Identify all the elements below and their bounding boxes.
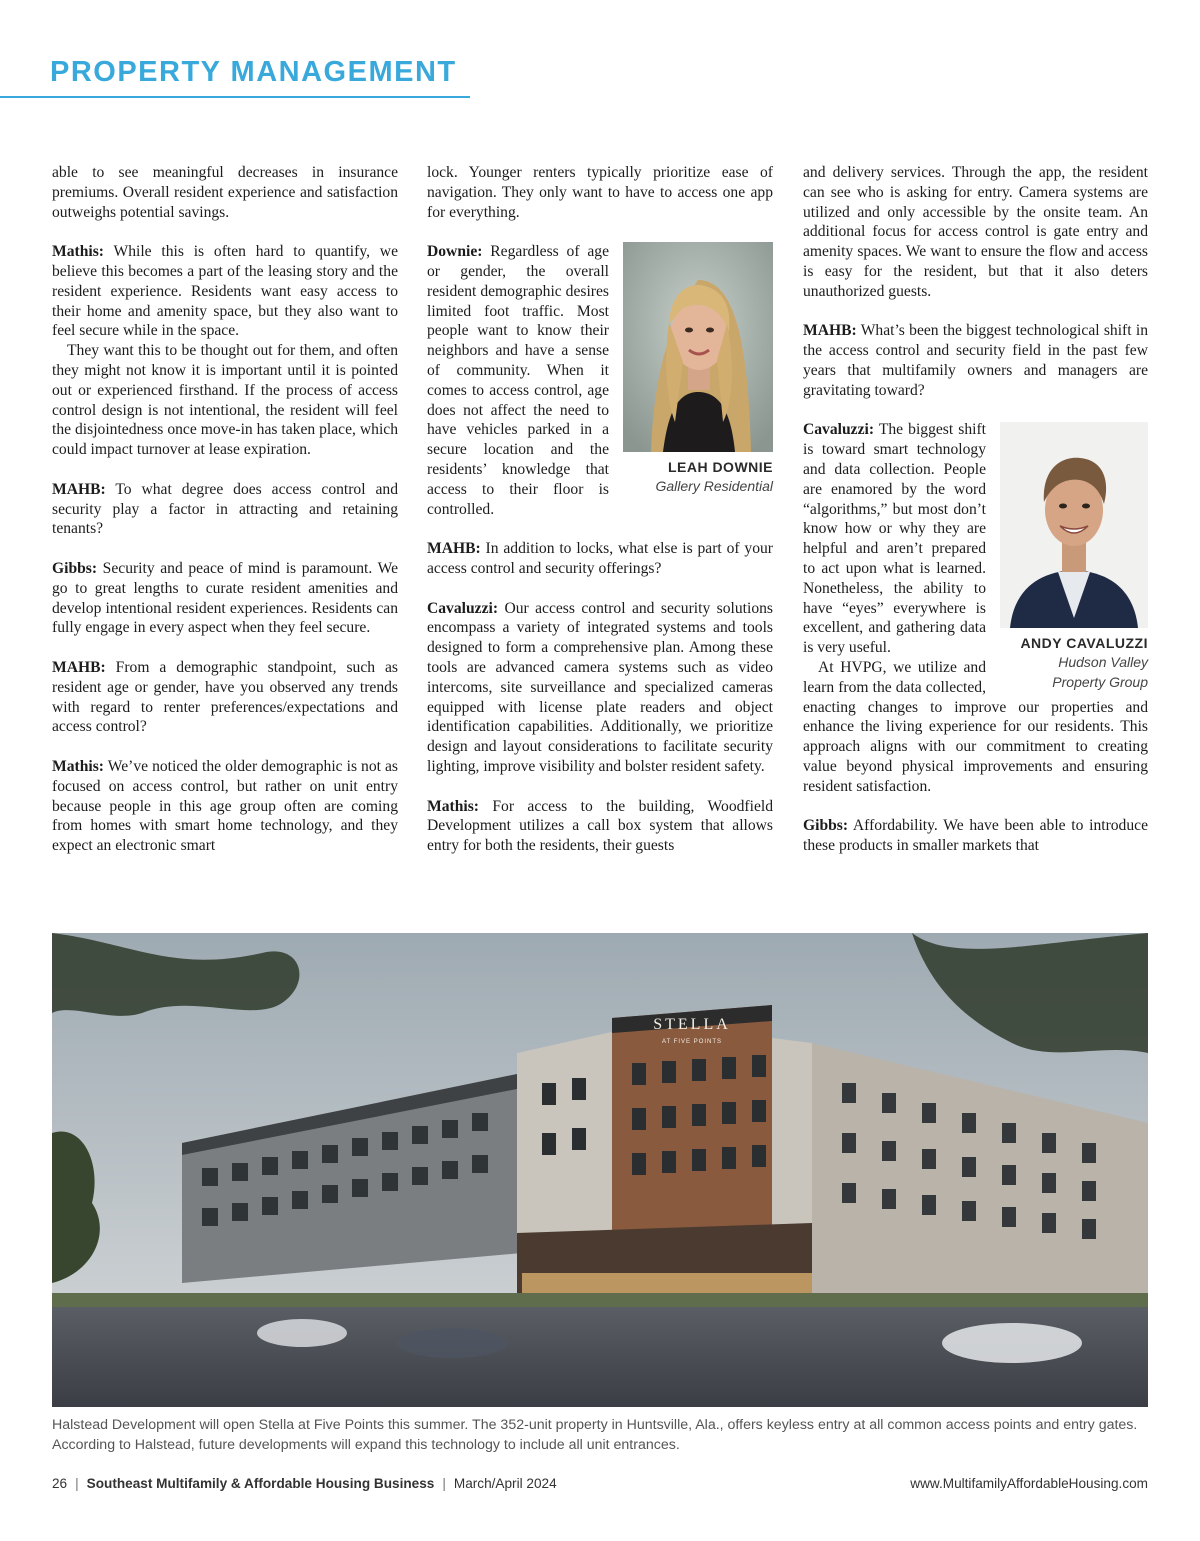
section-title: PROPERTY MANAGEMENT [50, 56, 457, 88]
paragraph: They want this to be thought out for them, and often they might not know it is important until it is pointed out or experienced firsthand. If the process of access control design is not intentional, the resident will feel the disjointedness once move-in has taken place, which could impact turnover at lease expiration. [52, 342, 398, 459]
speaker-label: Downie: [427, 243, 483, 261]
speaker-label: Gibbs: [803, 817, 849, 835]
article-column-3 [803, 163, 1148, 876]
article-column-1 [52, 163, 398, 876]
photo-caption: Halstead Development will open Stella at Five Points this summer. The 352-unit property in Huntsville, Ala., offers keyless entry at all common access points and entry gates. According to Halstead, future developments will expand this technology to include all unit entrances. [52, 1417, 1138, 1453]
paragraph: Gibbs: Security and peace of mind is paramount. We go to great lengths to curate resident amenities and develop intentional resident experiences. Residents can fully engage in every aspect when they feel secure. [52, 559, 398, 637]
speaker-label: Gibbs: [52, 559, 98, 577]
leah-downie-photo [623, 242, 773, 452]
speaker-label: Mathis: [52, 243, 104, 261]
speaker-label: MAHB: [52, 480, 106, 498]
paragraph: and delivery services. Through the app, the resident can see who is asking for entry. Camera systems are utilized and only accessible by the onsite team. An additional focus for access control is gate entry and amenity spaces. We want to ensure the flow and access is easy for the resident, but that it also deters unauthorized guests. [803, 164, 1148, 300]
building-sign: STELLA [653, 1016, 731, 1033]
speaker-label: Cavaluzzi: [803, 421, 875, 439]
profile-andy-cavaluzzi [1000, 422, 1148, 692]
profile-organization: Gallery Residential [655, 478, 773, 495]
speaker-label: MAHB: [803, 322, 857, 340]
paragraph: MAHB: In addition to locks, what else is part of your access control and security offerings? [427, 540, 773, 577]
speaker-label: Mathis: [427, 797, 479, 815]
article-column-2 [427, 163, 773, 876]
building-sign-subtitle: AT FIVE POINTS [661, 1039, 723, 1045]
paragraph: MAHB: What’s been the biggest technological shift in the access control and security field in the past few years that multifamily owners and managers are gravitating toward? [803, 322, 1148, 399]
paragraph: Gibbs: Affordability. We have been able to introduce these products in smaller markets that [803, 817, 1148, 855]
speaker-label: MAHB: [427, 540, 481, 558]
paragraph: Cavaluzzi: The biggest shift is toward smart technology and data collection. People are enamored by the word “algorithms,” but most don’t know how or why they are helpful and aren’t prepared to act upon what is learned. Nonetheless, the ability to have “eyes” everywhere is excellent, and gathering data is very useful. [803, 421, 986, 657]
speaker-label: Mathis: [52, 757, 104, 775]
profile-leah-downie [623, 242, 773, 496]
andy-cavaluzzi-photo [1000, 422, 1148, 628]
profile-name: ANDY CAVALUZZI [1020, 635, 1148, 652]
page-footer [52, 1476, 1148, 1496]
paragraph: lock. Younger renters typically prioritize ease of navigation. They only want to have to access one app for everything. [427, 164, 773, 221]
publication-name: Southeast Multifamily & Affordable Housing Business [86, 1476, 435, 1491]
speaker-label: MAHB: [52, 658, 106, 676]
page-number: 26 [52, 1476, 68, 1491]
paragraph: MAHB: To what degree does access control and security play a factor in attracting and retaining tenants? [52, 480, 398, 538]
issue-date: March/April 2024 [453, 1476, 557, 1491]
profile-organization: Hudson Valley Property Group [1052, 654, 1148, 691]
paragraph: Mathis: While this is often hard to quantify, we believe this becomes a part of the leasing story and the resident experience. Residents want easy access to their home and amenity space, but they also want to feel secure while in the space. [52, 243, 398, 340]
stella-building-rendering [52, 933, 1148, 1407]
profile-name: LEAH DOWNIE [667, 459, 773, 476]
paragraph: Mathis: For access to the building, Woodfield Development utilizes a call box system that allows entry for both the residents, their guests [427, 797, 773, 855]
speaker-label: Cavaluzzi: [427, 599, 499, 617]
website-url: www.MultifamilyAffordableHousing.com [910, 1476, 1148, 1491]
paragraph: At HVPG, we utilize and learn from the data collected, enacting changes to improve our properties and enhance the living experience for our residents. This approach aligns with our commitment to creating value beyond physical improvements and ensuring resident satisfaction. [803, 658, 1148, 795]
paragraph: Mathis: We’ve noticed the older demographic is not as focused on access control, but rather on unit entry because people in this age group often are coming from homes with smart home technology, and they expect an electronic smart [52, 757, 398, 855]
section-title-rule [0, 96, 470, 98]
footer-left: 26 | Southeast Multifamily & Affordable Housing Business | March/April 2024 [52, 1476, 557, 1491]
paragraph: Downie: Regardless of age or gender, the overall resident demographic desires limited foot traffic. Most people want to know their neighbors and have a sense of community. When it comes to access control, age does not affect the need to have vehicles parked in a secure location and the residents’ knowledge that access to their floor is controlled. [427, 243, 609, 518]
paragraph: Cavaluzzi: Our access control and security solutions encompass a variety of integrated systems and tools designed to form a comprehensive plan. Among these tools are advanced camera systems such as video intercoms, site surveillance and specialized cameras equipped with license plate readers and object identification capabilities. Additionally, we prioritize design and layout considerations to facilitate security lighting, improve visibility and bolster resident safety. [427, 599, 773, 775]
paragraph: MAHB: From a demographic standpoint, such as resident age or gender, have you observed any trends with regard to renter preferences/expectations and access control? [52, 658, 398, 736]
paragraph: able to see meaningful decreases in insurance premiums. Overall resident experience and satisfaction outweighs potential savings. [52, 164, 398, 221]
